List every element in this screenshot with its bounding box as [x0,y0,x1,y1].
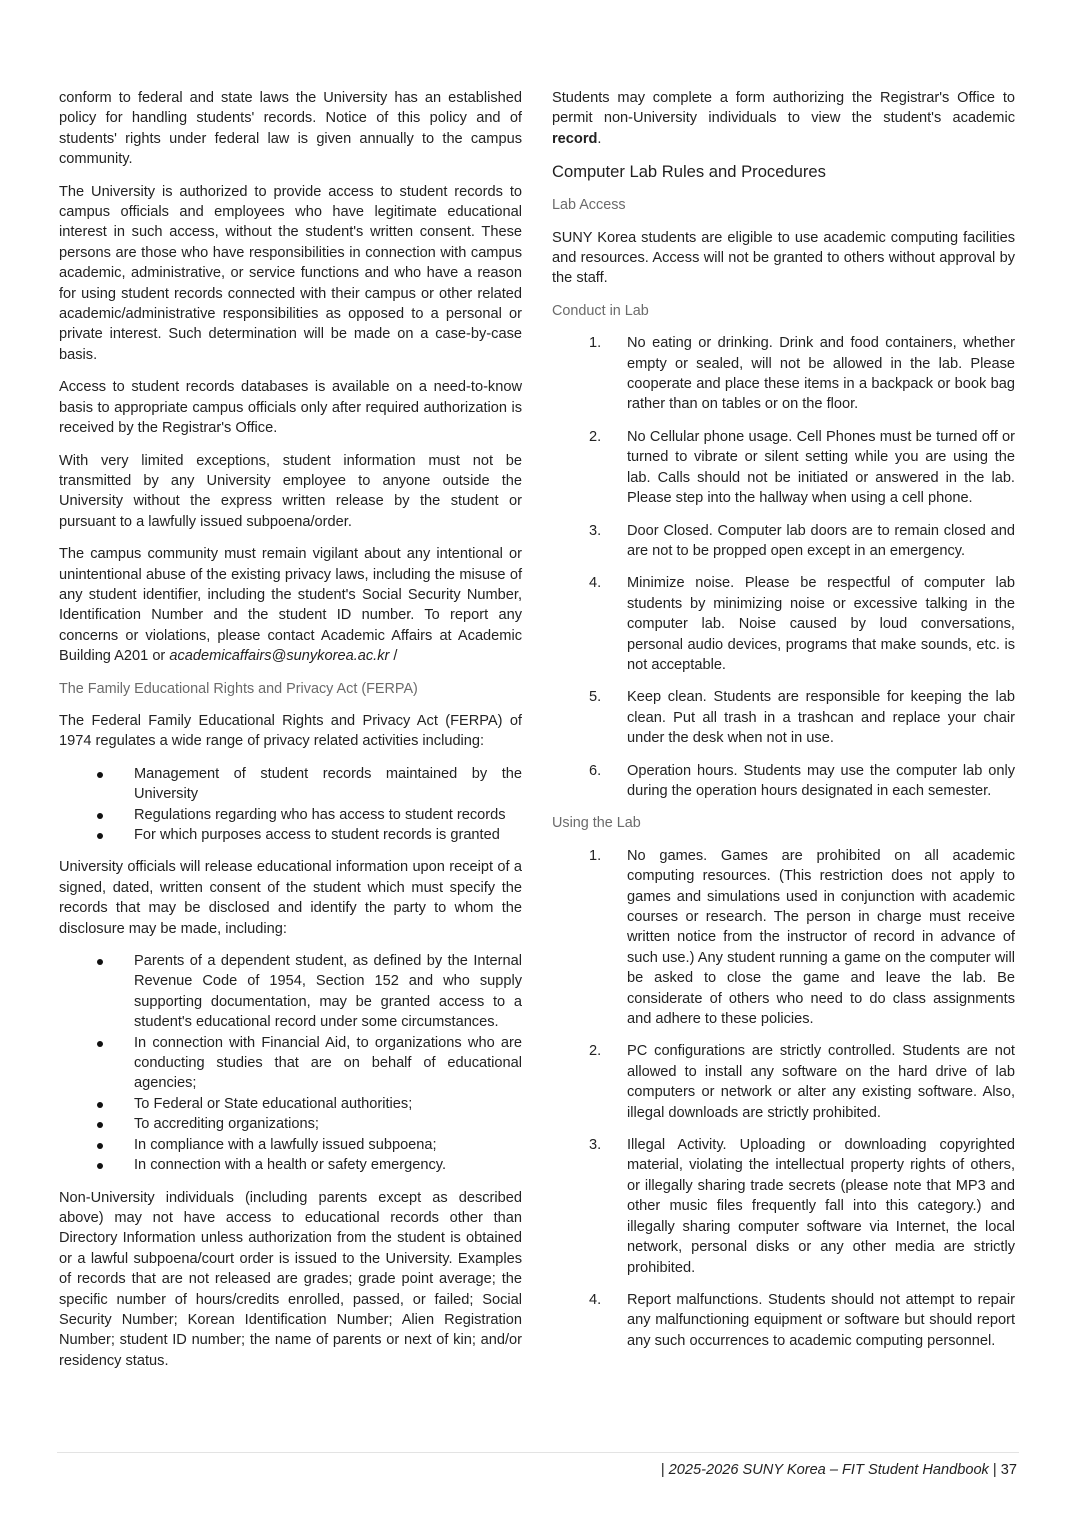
using-lab-list [552,846,1015,1351]
list-item-text: No Cellular phone usage. Cell Phones must be turned off or turned to vibrate or silent setting while you are using the lab. Calls should not be initiated or answered in the lab. Please step into the hallway when using a cell phone. [627,428,1015,507]
using-lab-heading: Using the Lab [552,815,641,832]
vigilance-text: The campus community must remain vigilant about any intentional or unintentional abuse of the existing privacy laws, including the misuse of any student identifier, including the student's Social Security Number, Identification Number and the student ID number. To report any concerns or violations, please contact Academic Affairs at Academic Building A201 or [59,546,522,665]
list-number: 6. [589,762,602,779]
database-access-paragraph: Access to student records databases is available on a need-to-know basis to appropriate campus officials only after required authorization is received by the Registrar's Office. [59,379,522,437]
list-item [59,1033,522,1094]
list-item-text: To accrediting organizations; [134,1116,319,1133]
list-item-text: Illegal Activity. Uploading or downloading copyrighted material, violating the intellectual property rights of others, or illegally sharing trade secrets (please note that MP3 and other music files frequently fall into this category.) and illegally sharing computer software via Internet, the local network, personal disks or any other media are strictly prohibited. [627,1137,1015,1276]
list-number: 5. [589,689,602,706]
bullet-icon [97,1143,103,1149]
list-item-text: For which purposes access to student records is granted [134,827,500,843]
record-bold-text: record [552,130,598,147]
list-item [552,1135,1015,1278]
list-item [59,951,522,1033]
list-item-text: Operation hours. Students may use the computer lab only during the operation hours designated in each semester. [627,762,1015,799]
list-number: 4. [589,1291,602,1308]
list-item [59,805,522,825]
list-item [552,573,1015,675]
release-paragraph: University officials will release educational information upon receipt of a signed, dated, written consent of the student which must specify the records that may be disclosed and identify the party to whom the disclosure may be made, including: [59,859,522,937]
ferpa-bullet-list [59,764,522,846]
list-number: 3. [589,522,602,539]
list-item-text: PC configurations are strictly controlled. Students are not allowed to install any software on the hard drive of lab computers or network or alter any existing software. Also, illegal downloads are strictly prohibited. [627,1043,1015,1121]
lab-rules-title: Computer Lab Rules and Procedures [552,162,826,182]
list-item [552,1290,1015,1351]
list-item-text: Door Closed. Computer lab doors are to remain closed and are not to be propped open except in an emergency. [627,522,1015,559]
list-item-text: Report malfunctions. Students should not attempt to repair any malfunctioning equipment or software but should report any such occurrences to academic computing personnel. [627,1291,1015,1349]
list-item-text: Management of student records maintained by the University [134,765,522,803]
conduct-list [552,333,1015,801]
list-item-text: Keep clean. Students are responsible for keeping the lab clean. Put all trash in a trashcan and replace your chair under the desk when not in use. [627,689,1015,747]
list-item [59,764,522,805]
list-item-text: No eating or drinking. Drink and food containers, whether empty or sealed, will not be allowed in the lab. Please cooperate and place these items in a backpack or book bag rather than on tables or on the floor. [627,335,1015,413]
list-item [59,1094,522,1114]
conduct-heading: Conduct in Lab [552,302,649,319]
lab-access-paragraph: SUNY Korea students are eligible to use academic computing facilities and resources. Access will not be granted to others without approval by the staff. [552,229,1015,287]
bullet-icon [97,959,103,965]
handbook-title: 2025-2026 SUNY Korea – FIT Student Handbook [668,1462,989,1478]
list-number: 1. [589,335,602,352]
footer-separator: | [988,1462,1001,1478]
lab-access-heading: Lab Access [552,197,626,214]
academic-affairs-email-link[interactable]: academicaffairs@sunykorea.ac.kr [169,648,390,665]
bullet-icon [97,813,103,819]
records-policy-paragraph: conform to federal and state laws the University has an established policy for handling students' records. Notice of this policy and of students' rights under federal law is given annually to the campus community. [59,90,522,168]
list-item-text: Parents of a dependent student, as defined by the Internal Revenue Code of 1954, Section 152 and who supply supporting documentation, may be granted access to a student's educational record under some circumstances. [134,953,522,1031]
vigilance-paragraph [59,544,522,666]
list-item [59,1155,522,1175]
list-item-text: To Federal or State educational authorities; [134,1095,413,1112]
non-university-paragraph: Non-University individuals (including parents except as described above) may not have access to educational records other than Directory Information unless authorization from the student is obtained or a lawful subpoena/court order is issued to the University. Examples of records that are not released are grades; grade point average; the specific number of hours/credits enrolled, passed, or failed; Social Security Number; Korean Identification Number; Alien Registration Number; student ID number; the name of parents or next of kin; and/or residency status. [59,1189,522,1369]
list-number: 2. [589,1043,602,1060]
bullet-icon [97,1102,103,1108]
list-item [552,333,1015,415]
list-number: 2. [589,428,602,445]
list-item [59,1114,522,1134]
list-number: 4. [589,575,602,592]
list-item [552,427,1015,509]
bullet-icon [97,1163,103,1169]
list-number: 3. [589,1137,602,1154]
list-item [552,687,1015,748]
bullet-icon [97,833,103,839]
access-authorization-paragraph: The University is authorized to provide access to student records to campus officials and employees who have legitimate educational interest in such access, without the student's written consent. These persons are those who have responsibilities in connection with campus academic, administrative, or service functions and who have a reason for using student records connected with their campus or other related academic/administrative responsibilities as opposed to a personal or private interest. Such determination will be made on a case-by-case basis. [59,183,522,363]
transmission-paragraph: With very limited exceptions, student information must not be transmitted by any University employee to anyone outside the University without the express written release by the student or pursuant to a lawfully issued subpoena/order. [59,452,522,530]
list-item-text: In connection with a health or safety emergency. [134,1157,447,1174]
authorization-form-paragraph [552,88,1015,149]
bullet-icon [97,772,103,778]
list-item [552,846,1015,1030]
ferpa-heading: The Family Educational Rights and Privacy Act (FERPA) [59,680,418,697]
footer-divider [57,1452,1019,1453]
footer-separator: | [660,1462,669,1478]
list-item-text: Regulations regarding who has access to student records [134,806,506,823]
bullet-icon [97,1122,103,1128]
authorization-form-end: . [597,130,602,147]
list-item [59,825,522,845]
list-item [552,521,1015,562]
list-number: 1. [589,847,602,864]
page-number: 37 [1000,1462,1017,1478]
right-column [552,88,1015,1363]
left-column [59,88,522,1383]
disclosure-bullet-list [59,951,522,1175]
bullet-icon [97,1041,103,1047]
list-item [552,761,1015,802]
list-item [552,1041,1015,1123]
list-item-text: In compliance with a lawfully issued subpoena; [134,1136,437,1153]
list-item [59,1135,522,1155]
list-item-text: No games. Games are prohibited on all academic computing resources. (This restriction does not apply to games and simulations used in conjunction with academic courses or research. The person in charge must receive written notice from the instructor of record in advance of such use.) Any student running a game on the computer will be asked to close the game and leave the lab. Be considerate of others who need to do class assignments and adhere to these policies. [627,847,1015,1028]
list-item-text: In connection with Financial Aid, to organizations who are conducting studies that are on behalf of educational agencies; [134,1034,522,1092]
authorization-form-text: Students may complete a form authorizing the Registrar's Office to permit non-University individuals to view the student's academic [552,90,1015,127]
list-item-text: Minimize noise. Please be respectful of computer lab students by minimizing noise or excessive talking in the computer lab. Noise caused by loud conversations, personal audio devices, programs that make sounds, etc. is not acceptable. [627,575,1015,673]
vigilance-end: / [389,648,398,665]
page-footer [661,1460,1017,1480]
ferpa-paragraph: The Federal Family Educational Rights and Privacy Act (FERPA) of 1974 regulates a wide range of privacy related activities including: [59,712,522,750]
